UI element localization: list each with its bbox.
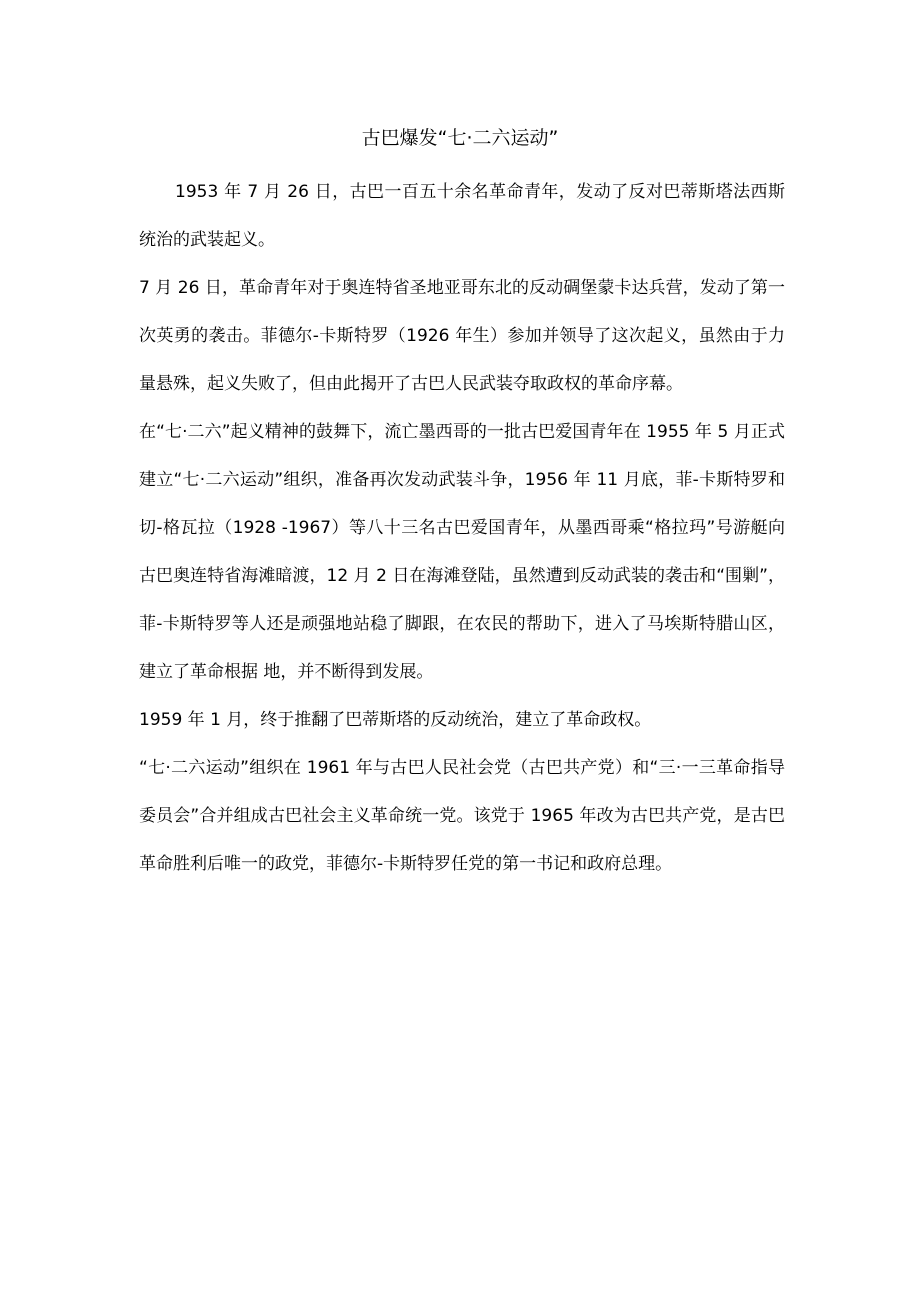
paragraph-1: 1953 年 7 月 26 日，古巴一百五十余名革命青年，发动了反对巴蒂斯塔法西斯统治的武装起义。 — [139, 182, 785, 250]
paragraph-2: 7 月 26 日，革命青年对于奥连特省圣地亚哥东北的反动碉堡蒙卡达兵营，发动了第一次英勇的袭击。菲德尔-卡斯特罗（1926 年生）参加并领导了这次起义，虽然由于力量悬殊，起义失败了，但由此揭开了古巴人民武装夺取政权的革命序幕。 — [139, 278, 785, 394]
paragraph-4: 1959 年 1 月，终于推翻了巴蒂斯塔的反动统治，建立了革命政权。 — [139, 710, 652, 730]
document-body — [139, 168, 785, 888]
paragraph-3: 在“七·二六”起义精神的鼓舞下，流亡墨西哥的一批古巴爱国青年在 1955 年 5 月正式建立“七·二六运动”组织，准备再次发动武装斗争，1956 年 11 月底，菲-卡斯特罗和切-格瓦拉（1928 -1967）等八十三名古巴爱国青年，从墨西哥乘“格拉玛”号游艇向古巴奥连特省海滩暗渡，12 月 2 日在海滩登陆，虽然遭到反动武装的袭击和“围剿”，菲-卡斯特罗等人还是顽强地站稳了脚跟，在农民的帮助下，进入了马埃斯特腊山区，建立了革命根据 地，并不断得到发展。 — [139, 422, 785, 682]
document-title: 古巴爆发“七·二六运动” — [361, 127, 559, 149]
paragraph-5: “七·二六运动”组织在 1961 年与古巴人民社会党（古巴共产党）和“三·一三革命指导委员会”合并组成古巴社会主义革命统一党。该党于 1965 年改为古巴共产党，是古巴革命胜利后唯一的政党，菲德尔-卡斯特罗任党的第一书记和政府总理。 — [139, 758, 785, 874]
